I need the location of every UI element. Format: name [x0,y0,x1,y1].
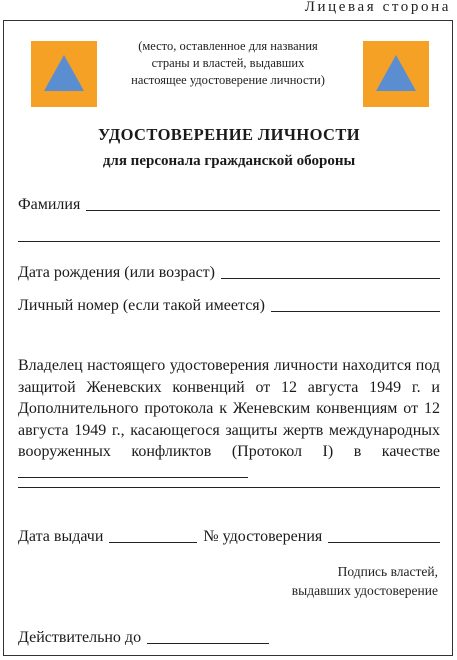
civil-defence-emblem-right [363,41,429,107]
card-number-label: № удостоверения [203,528,323,545]
personal-number-field[interactable] [18,293,440,315]
surname-field[interactable] [18,192,440,214]
civil-defence-triangle-icon [31,41,97,107]
issuing-authority-placeholder: (место, оставленное для названия страны и властей, выдавших настоящее удостоверение личности) [131,39,325,87]
side-label: Лицевая сторона [304,0,451,15]
birth-field[interactable] [18,260,440,282]
civil-defence-emblem-left [31,41,97,107]
issue-date-label: Дата выдачи [18,528,104,545]
document-title: УДОСТОВЕРЕНИЕ ЛИЧНОСТИ [98,125,360,144]
capacity-line[interactable] [18,463,248,478]
valid-until-label: Действительно до [18,629,142,646]
surname-line[interactable] [86,192,440,211]
issue-date-line[interactable] [109,528,197,543]
valid-until-row [18,629,275,647]
capacity-continuation-line[interactable] [18,487,440,488]
birth-label: Дата рождения (или возраст) [18,264,215,281]
card-number-line[interactable] [328,528,440,543]
surname-continuation-line[interactable] [18,241,440,242]
issue-row [18,528,440,546]
identity-card [3,20,453,656]
signature-note: Подпись властей, выдавших удостоверение [291,564,438,598]
civil-defence-triangle-icon [363,41,429,107]
personal-number-line[interactable] [271,293,440,312]
birth-line[interactable] [221,260,440,279]
statement-text: Владелец настоящего удостоверения личности находится под защитой Женевских конвенций от 12 августа 1949 г. и Дополнительного протокола к Женевским конвенциям от 12 августа 1949 г., касающегося защиты жертв международных вооруженных конфликтов (Протокол I) в качестве [18,357,440,460]
document-subtitle: для персонала гражданской обороны [102,153,356,169]
holder-statement [18,355,440,484]
valid-until-line[interactable] [147,629,269,644]
personal-number-label: Личный номер (если такой имеется) [18,297,265,314]
surname-label: Фамилия [18,196,81,213]
